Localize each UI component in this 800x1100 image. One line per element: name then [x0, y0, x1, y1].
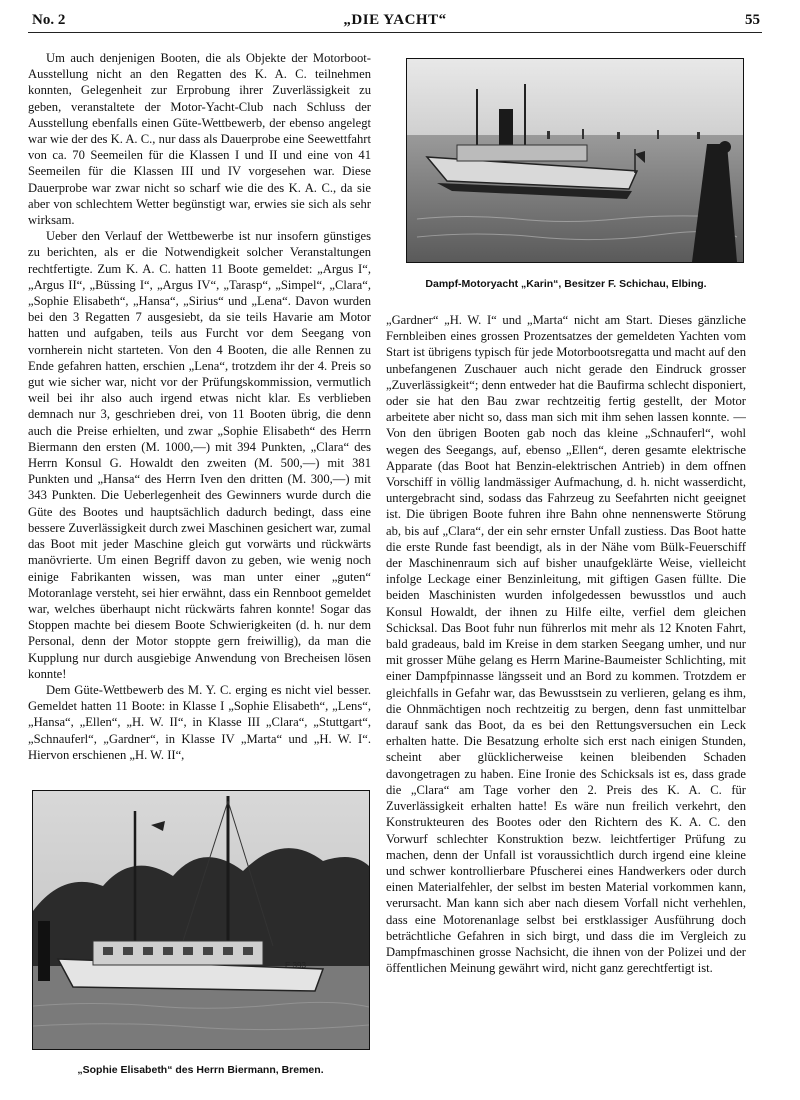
- caption-top-right: Dampf-Motoryacht „Karin“, Besitzer F. Schichau, Elbing.: [425, 278, 707, 290]
- steam-yacht-illustration: [407, 59, 743, 262]
- motor-yacht-illustration: [33, 791, 369, 1049]
- left-column: [28, 50, 371, 778]
- photo-sophie-elisabeth: [32, 790, 370, 1050]
- right-column: [386, 312, 746, 1082]
- caption-bottom-left: „Sophie Elisabeth“ des Herrn Biermann, Bremen.: [77, 1064, 324, 1076]
- paragraph: Um auch denjenigen Booten, die als Objekte der Motorboot-Ausstellung nicht an den Regatten des K. A. C. teilnehmen konnten, Gelegenheit zur Erprobung ihrer Zuverlässigkeit zu geben, veranstaltete der Motor-Yacht-Club nach Schluss der Ausstellung ebenfalls einen Güte-Wettbewerb, der ebenso angelegt war wie der des K. A. C., nur dass als Dauerprobe eine Seewettfahrt von ca. 70 Seemeilen für die Klassen I und II und eine von 41 Seemeilen für die Klassen III und IV vorgesehen war. Diese Dauerprobe war zwar nicht so scharf wie die des K. A. C., da sie aber von schlechtem Wetter begünstigt war, erwies sie sich als sehr wirksam.: [28, 51, 371, 228]
- paragraph: Dem Güte-Wettbewerb des M. Y. C. erging es nicht viel besser. Gemeldet hatten 11 Boote: in Klasse I „Sophie Elisabeth“, „Lens“, „Hansa“, „Ellen“, „H. W. II“, in Klasse III „Clara“, „Stuttgart“, „Schnauferl“, „Gardner“, in Klasse IV „Marta“ und „H. W. I“. Hiervon erschienen „H. W. II“,: [28, 682, 371, 762]
- photo-steam-yacht-karin: [406, 58, 744, 263]
- paragraph: „Gardner“ „H. W. I“ und „Marta“ nicht am Start. Dieses gänzliche Fernbleiben eines grossen Prozentsatzes der gemeldeten Yachten vom Start ist übrigens typisch für jede Motorbootsregatta und macht auf den unbefangenen Zuschauer auch nicht gerade den Eindruck grosser „Zuverlässigkeit“; denn entweder hat die Baufirma schlecht disponiert, oder sie hat den Bau zwar rechtzeitig fertig gestellt, der Motor arbeitete aber nicht so, dass man sich mit ihm sehen lassen konnte. — Von den übrigen Booten gab noch das kleine „Schnauferl“, wohl wegen des Seegangs, auf, ebenso „Ellen“, deren gesamte elektrische Apparate (das Boot hat Benzin-elektrischen Antrieb) in dem offnen Vorschiff in völlig landmässiger Aufmachung, d. h. nicht wasserdicht, untergebracht sind, sodass das Fahrzeug zu Seefahrten nicht geeignet ist. Die übrigen Boote fuhren ihre Bahn ohne nennenswerte Störung ab, bis auf „Clara“, der ein sehr ernster Unfall zustiess. Das Boot hatte die erste Runde fast beendigt, als in der Nähe vom Bülk-Feuerschiff der Maschinenraum sich auf bisher unaufgeklärte Weise, vielleicht infolge Leckage einer Benzinleitung, mit giftigen Gasen füllte. Die beiden Maschinisten wurden infolgedessen bewusstlos und auch Konsul Howaldt, der ihnen zu Hilfe eilte, verfiel dem gleichen Schicksal. Das Boot fuhr nun führerlos mit mehr als 12 Knoten Fahrt, bald gradeaus, bald im Kreise in dem starken Seegang umher, und nur mit grosser Mühe gelang es Herrn Marine-Baumeister Schlichting, mit einer Dampfpinnasse längsseit und an Bord zu kommen. Trotzdem er gleichfalls in Gefahr war, das Bewusstsein zu verlieren, gelang es ihm, die Ohnmächtigen noch rechtzeitig zu bergen, denn fast unmittelbar darauf sank das Boot, da es bei den Rettungsversuchen ein Leck erhalten hatte. Die Besatzung erholte sich erst nach einigen Stunden, scheint aber glücklicherweise keinen bleibenden Schaden davongetragen zu haben. Eine Ironie des Schicksals ist es, dass grade die „Clara“ am Tage vorher den 2. Preis des K. A. C. für Zuverlässigkeit erhalten hatte! Es wäre nun freilich verkehrt, den Konstrukteuren des Bootes oder den Richtern des K. A. C. den Vorwurf schlechter Konstruktion bezw. leichtfertiger Prüfung zu machen, denn der Unfall ist voraussichtlich durch irgend eine kleine und schwer kontrollierbare Pfuscherei eines Handwerkers oder durch einen Materialfehler, der selbst im besten Material vorkommen kann, verursacht. Man kann sich aber nach diesem Vorfall nicht verhehlen, dass eine Motorenanlage selbst bei erstklassiger Ausführung doch beträchtliche Gefahren in sich birgt, und dass die im Vergleich zu Dampfmaschinen grosse Nachsicht, die ihnen von der Polizei und der öffentlichen Meinung gewährt wird, nicht ganz gerechtfertigt ist.: [386, 313, 746, 976]
- paragraph: Ueber den Verlauf der Wettbewerbe ist nur insofern günstiges zu berichten, als er die Notwendigkeit solcher Veranstaltungen rechtfertigte. Zum K. A. C. hatten 11 Boote gemeldet: „Argus I“, „Argus II“, „Büssing I“, „Argus IV“, „Tarasp“, „Simpel“, „Clara“, „Sophie Elisabeth“, „Hansa“, „Sirius“ und „Lena“. Davon wurden bei den 3 Regatten 7 ausgesiebt, da sie teils Havarie am Motor hatten und aufgaben, teils aus Furcht vor dem Seegang von vornherein nicht starteten. Von den 4 Booten, die alle Rennen zu Ende gefahren hatten, erschien „Lena“, trotzdem ihr der 4. Preis so gut wie sicher war, nicht vor der Prüfungskommission, vermutlich weil bei ihr also auch irgend etwas nicht klar. Es verblieben demnach nur 3, geschrieben drei, von 11 Booten übrig, die denn auch die Preise erhielten, und zwar „Sophie Elisabeth“ des Herrn Biermann den ersten (M. 1000,—) mit 394 Punkten, „Clara“ des Herrn Konsul G. Howaldt den zweiten (M. 500,—) mit 381 Punkten und „Hansa“ des Herrn Iven den dritten (M. 300,—) mit 343 Punkten. Die Ueberlegenheit des Gewinners wurde durch die Güte des Bootes und hauptsächlich dadurch bedingt, dass eine bessere Zuverlässigkeit durch zwei Maschinen gesichert war, zumal das Boot mit jeder Maschine gleich gut vorwärts und rückwärts manövrierte. Um einen Begriff davon zu geben, wie wenig noch einige Fabrikanten wissen, was man unter einer „guten“ Motoranlage versteht, sei hier erwähnt, dass ein Rennboot gemeldet war, welches überhaupt nicht rückwärts fahren konnte! Sogar das Stoppen machte bei diesem Boote Schwierigkeiten (d. h. nur dem Personal, denn der Motor stoppte gern freiwillig), da man die Kupplung nur durch ausgiebige Anwendung von Brecheisen lösen konnte!: [28, 229, 371, 681]
- issue-number: No. 2: [32, 12, 66, 28]
- page-header: [28, 10, 762, 33]
- page-number: 55: [745, 12, 760, 28]
- hull-marking: E 393: [285, 961, 306, 970]
- journal-title: „DIE YACHT“: [343, 12, 447, 28]
